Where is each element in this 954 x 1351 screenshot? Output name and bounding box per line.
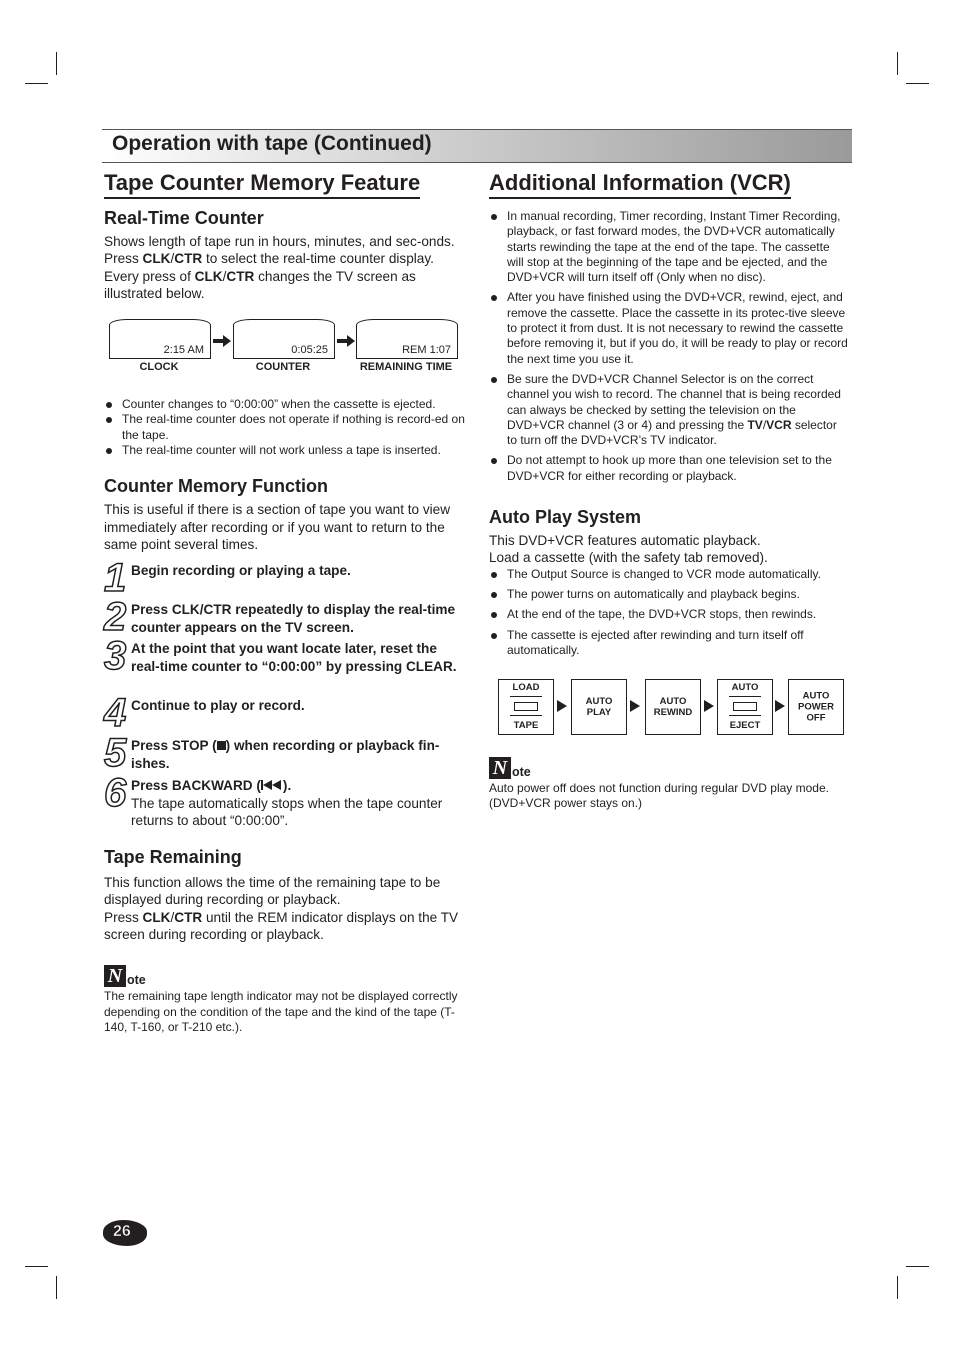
cassette-icon xyxy=(510,696,542,716)
counter-screens-diagram xyxy=(104,319,466,379)
remaining-time-label: REMAINING TIME xyxy=(359,361,453,374)
tape-remaining-heading: Tape Remaining xyxy=(104,847,242,868)
list-item: The cassette is ejected after rewinding and turn itself off automatically. xyxy=(489,628,849,659)
list-item: After you have finished using the DVD+VCR, rewind, eject, and remove the cassette. Place the cassette in its protec-tive sleeve to protect it from dust. It is not necessary to rewind the cassette before removing it, but if you do, it will be ready to play or record the next time you use it. xyxy=(489,290,849,366)
step-5: 5 Press STOP ( ) when recording or playback fin-ishes. xyxy=(104,731,440,776)
auto-rewind-box: AUTO REWIND xyxy=(645,679,701,735)
list-item: The power turns on automatically and playback begins. xyxy=(489,587,849,602)
crop-mark xyxy=(25,1266,48,1267)
vcr-info-bullets xyxy=(489,209,849,484)
note-text: Auto power off does not function during regular DVD play mode. (DVD+VCR power stays on.) xyxy=(489,781,829,811)
realtime-paragraph-2: Every press of CLK/CTR changes the TV screen as illustrated below. xyxy=(104,268,416,301)
list-item: Counter changes to “0:00:00” when the cassette is ejected. xyxy=(104,397,466,412)
cassette-icon xyxy=(729,696,761,716)
crop-mark xyxy=(56,52,57,75)
left-column xyxy=(104,170,466,1035)
step-3: 3 At the point that you want locate later, reset the real-time counter to “0:00:00” by pressing CLEAR. xyxy=(104,634,457,679)
stop-icon xyxy=(217,741,226,750)
note-left xyxy=(104,965,466,1035)
memory-intro: This is useful if there is a section of tape you want to view immediately after recording or if you want to return to the same point several times. xyxy=(104,502,451,552)
step-4: 4 Continue to play or record. xyxy=(104,691,305,736)
arrow-right-icon xyxy=(630,700,640,712)
list-item: At the end of the tape, the DVD+VCR stops, then rewinds. xyxy=(489,607,849,622)
memory-heading: Counter Memory Function xyxy=(104,476,328,497)
arrow-right-icon xyxy=(213,335,231,347)
auto-play-intro-1: This DVD+VCR features automatic playback. xyxy=(489,533,761,549)
realtime-paragraph-1: Shows length of tape run in hours, minutes, and sec-onds. Press CLK/CTR to select the real-time counter display. xyxy=(104,234,455,267)
load-tape-box: LOAD TAPE xyxy=(498,679,554,735)
page-number-badge xyxy=(103,1220,147,1246)
list-item: The real-time counter does not operate if nothing is record-ed on the tape. xyxy=(104,412,466,443)
auto-power-off-box: AUTO POWER OFF xyxy=(788,679,844,735)
arrow-right-icon xyxy=(775,700,785,712)
note-text: The remaining tape length indicator may not be displayed correctly depending on the condition of the tape and the kind of the tape (T-140, T-160, or T-210 etc.). xyxy=(104,989,458,1034)
step-6: 6 Press BACKWARD ( ). The tape automatically stops when the tape counter returns to about “0:00:00”. xyxy=(104,771,443,828)
note-right xyxy=(489,757,849,812)
note-icon: N xyxy=(104,965,126,987)
tape-remaining-paragraph-2: Press CLK/CTR until the REM indicator displays on the TV screen during recording or playback. xyxy=(104,909,459,943)
realtime-heading: Real-Time Counter xyxy=(104,208,264,228)
step-1: 1 Begin recording or playing a tape. xyxy=(104,556,351,601)
additional-info-title: Additional Information (VCR) xyxy=(489,170,791,199)
counter-label: COUNTER xyxy=(255,361,311,374)
crop-mark xyxy=(25,83,48,84)
tape-counter-title: Tape Counter Memory Feature xyxy=(104,170,420,199)
list-item: Be sure the DVD+VCR Channel Selector is on the correct channel you wish to record. The channel that is being recorded can always be checked by setting the television on the DVD+VCR channel (3 or 4) and pressing the TV/VCR selector to turn off the DVD+VCR’s TV indicator. xyxy=(489,372,849,448)
crop-mark xyxy=(906,83,929,84)
counter-screen: 0:05:25 xyxy=(233,319,335,359)
arrow-right-icon xyxy=(704,700,714,712)
page-number: 26 xyxy=(113,1223,131,1240)
auto-play-bullets xyxy=(489,567,849,658)
right-column xyxy=(489,170,849,812)
auto-play-intro-2: Load a cassette (with the safety tab removed). xyxy=(489,550,768,566)
remaining-screen: REM 1:07 xyxy=(356,319,458,359)
section-banner xyxy=(102,129,852,163)
auto-play-flow-diagram xyxy=(489,679,849,737)
crop-mark xyxy=(906,1266,929,1267)
auto-play-box: AUTO PLAY xyxy=(571,679,627,735)
auto-eject-box: AUTO EJECT xyxy=(717,679,773,735)
clock-label: CLOCK xyxy=(139,361,179,374)
list-item: The Output Source is changed to VCR mode automatically. xyxy=(489,567,849,582)
crop-mark xyxy=(897,52,898,75)
note-label: ote xyxy=(512,765,531,780)
list-item: The real-time counter will not work unless a tape is inserted. xyxy=(104,443,466,458)
note-icon: N xyxy=(489,757,511,779)
tape-remaining-paragraph-1: This function allows the time of the remaining tape to be displayed during recording or playback. xyxy=(104,875,441,908)
crop-mark xyxy=(897,1276,898,1299)
list-item: In manual recording, Timer recording, Instant Timer Recording, playback, or fast forward modes, the DVD+VCR automatically starts rewinding the tape at the end of the tape. The cassette will stop at the beginning of the tape and be ejected, and the DVD+VCR will turn itself off (Only when no disc). xyxy=(489,209,849,285)
note-label: ote xyxy=(127,973,146,988)
arrow-right-icon xyxy=(557,700,567,712)
clock-screen: 2:15 AM xyxy=(109,319,211,359)
list-item: Do not attempt to hook up more than one television set to the DVD+VCR for either recording or playback. xyxy=(489,453,849,484)
step-2: 2 Press CLK/CTR repeatedly to display the real-time counter appears on the TV screen. xyxy=(104,595,456,640)
arrow-right-icon xyxy=(337,335,355,347)
crop-mark xyxy=(56,1276,57,1299)
realtime-bullets xyxy=(104,397,466,458)
backward-icon xyxy=(261,780,283,790)
banner-title: Operation with tape (Continued) xyxy=(112,132,432,155)
auto-play-heading: Auto Play System xyxy=(489,507,642,528)
